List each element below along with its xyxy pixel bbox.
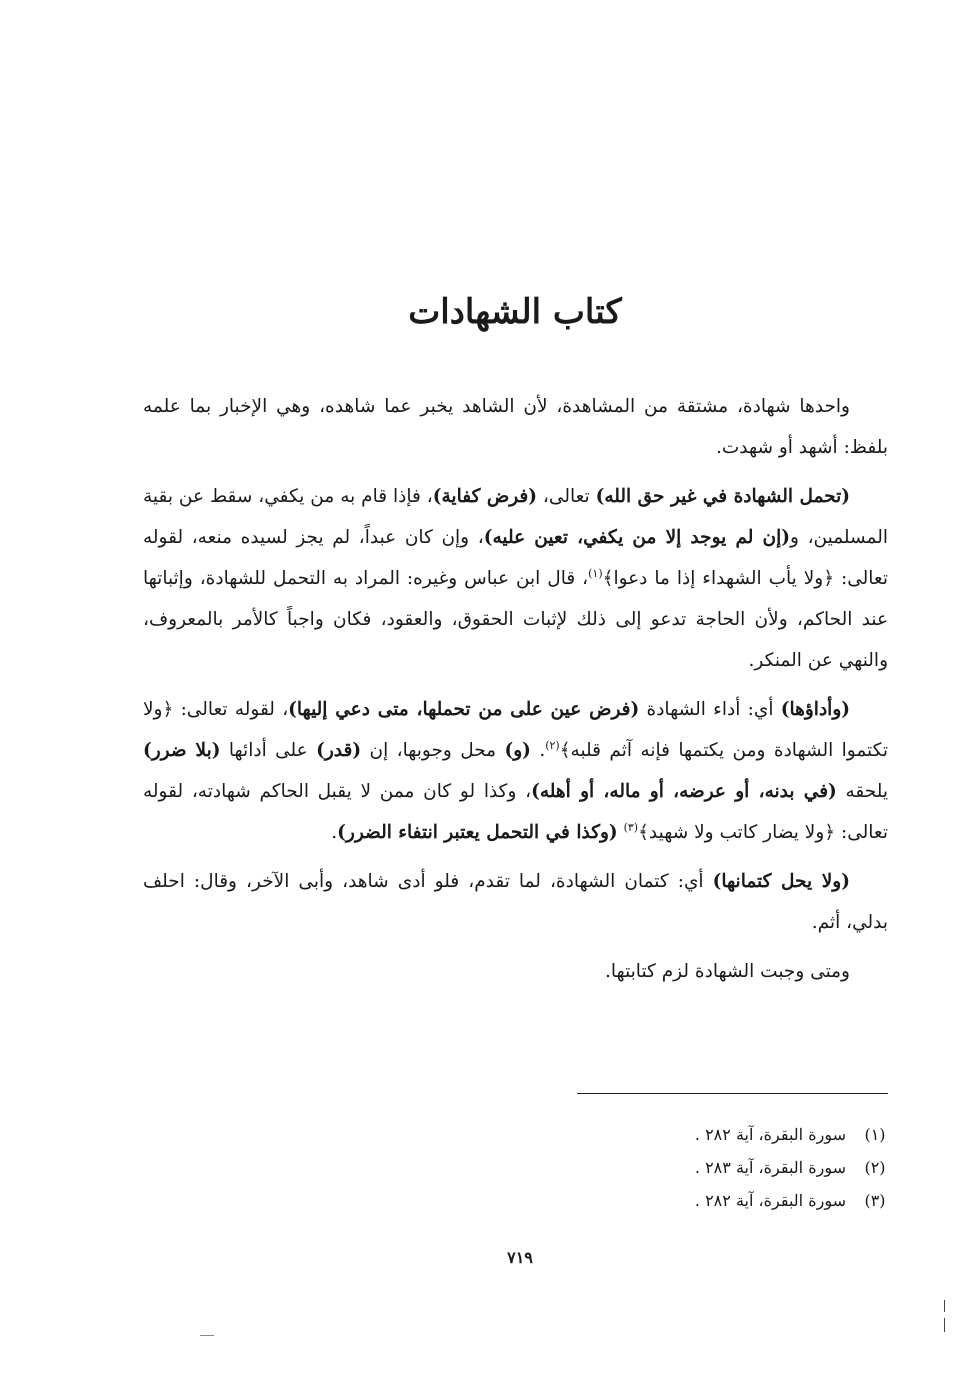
footnote-reference: (٣) [623,820,639,834]
sharh-text: أي: أداء الشهادة [639,699,781,720]
sharh-text: محل وجوبها، إن [361,740,505,761]
matn-text: (تحمل الشهادة في غير حق الله) [595,486,851,507]
footnote-text: سورة البقرة، آية ٢٨٢ . [694,1191,846,1210]
footnote-reference: (٢) [545,738,560,752]
footnote-item [488,1151,888,1184]
sharh-text: ومتى وجبت الشهادة لزم كتابتها. [605,961,850,982]
matn-text: (فرض كفاية) [432,486,538,507]
matn-text: (ولا يحل كتمانها) [712,871,850,892]
sharh-text: ، فإذا قام به من يكفي، سقط عن بقية المسلمين، و [143,486,888,548]
scan-smudge [200,1335,214,1336]
sharh-text: ، لقوله تعالى: ﴿ولا تكتموا الشهادة ومن يكتمها فإنه آثم قلبه﴾ [143,699,888,761]
sharh-text: . [331,822,338,843]
footnote-number: (٣) [864,1191,886,1210]
scan-edge-mark [944,1318,945,1332]
sharh-text: . [530,740,546,761]
paragraph [143,386,888,468]
matn-text: (إن لم يوجد إلا من يكفي، تعين عليه) [483,527,791,548]
sharh-text: يلحقه [836,781,889,802]
matn-text: (و) [504,740,531,761]
paragraph [143,689,888,853]
footnote-number: (١) [864,1125,886,1144]
sharh-text: تعالى، [537,486,596,507]
matn-text: (بلا ضرر) [143,740,221,761]
sharh-text: ، وإن كان عبداً، لم يجز لسيده منعه، لقوله تعالى: ﴿ولا يأب الشهداء إذا ما دعوا﴾ [143,527,888,589]
paragraph [143,861,888,943]
matn-text: (في بدنه، أو عرضه، أو ماله، أو أهله) [531,781,837,802]
matn-text: (فرض عين على من تحملها، متى دعي إليها) [288,699,640,720]
page-number: ٧١٩ [507,1248,533,1267]
sharh-text: ، قال ابن عباس وغيره: المراد به التحمل للشهادة، وإثباتها عند الحاكم، ولأن الحاجة تدعو إلى ذلك لإثبات الحقوق، والعقود، فكان واجباً كالأمر بالمعروف، والنهي عن المنكر. [143,568,888,671]
footnote-divider [577,1093,888,1094]
footnote-reference: (١) [588,566,603,580]
footnotes-list [488,1118,888,1217]
matn-text: (وكذا في التحمل يعتبر انتفاء الضرر) [337,822,618,843]
chapter-title: كتاب الشهادات [408,292,622,332]
matn-text: (وأداؤها) [780,699,851,720]
paragraph [143,476,888,681]
footnote-number: (٢) [864,1158,886,1177]
paragraph [143,951,888,992]
sharh-text: ، وكذا لو كان ممن لا يقبل الحاكم شهادته، لقوله تعالى: ﴿ولا يضار كاتب ولا شهيد﴾ [143,781,888,843]
footnote-item [488,1118,888,1151]
sharh-text: على أدائها [220,740,317,761]
footnote-text: سورة البقرة، آية ٢٨٣ . [694,1158,846,1177]
footnote-text: سورة البقرة، آية ٢٨٢ . [694,1125,846,1144]
body-text [143,386,888,1000]
footnote-item [488,1184,888,1217]
matn-text: (قدر) [316,740,362,761]
sharh-text: واحدها شهادة، مشتقة من المشاهدة، لأن الشاهد يخبر عما شاهده، وهي الإخبار بما علمه بلفظ: أشهد أو شهدت. [143,396,888,458]
scan-edge-mark [944,1300,945,1312]
sharh-text: أي: كتمان الشهادة، لما تقدم، فلو أدى شاهد، وأبى الآخر، وقال: احلف بدلي، أثم. [143,871,888,933]
